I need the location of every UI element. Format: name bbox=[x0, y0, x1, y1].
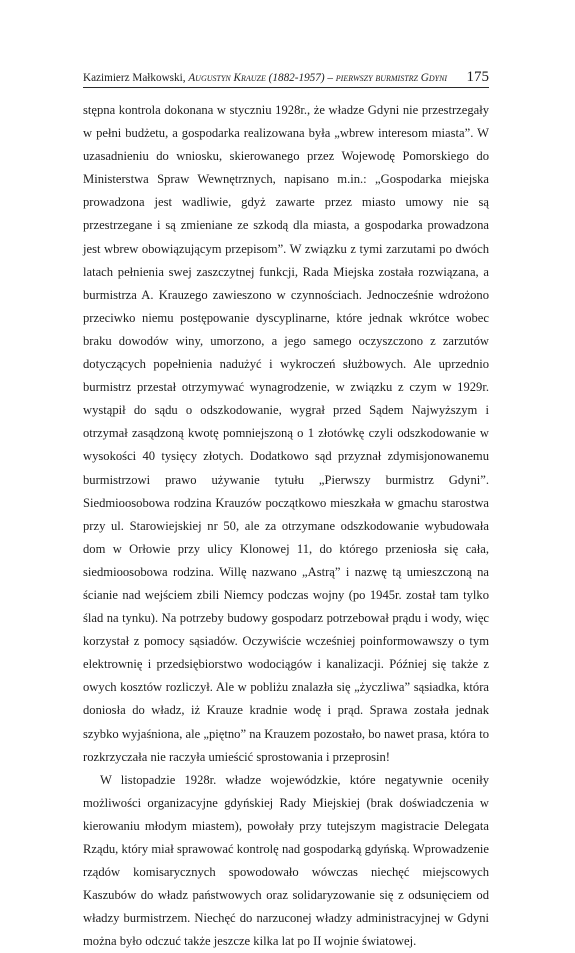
header-author: Kazimierz Małkowski, bbox=[83, 72, 186, 84]
header-citation bbox=[83, 71, 447, 85]
page-number: 175 bbox=[466, 69, 489, 85]
paragraph: stępna kontrola dokonana w styczniu 1928r., że władze Gdyni nie przestrzegały w pełni budżetu, a gospodarka realizowana była „wbrew interesom miasta”. W uzasadnieniu do wniosku, skierowanego przez Wojewodę Pomorskiego do Ministerstwa Spraw Wewnętrznych, napisano m.in.: „Gospodarka miejska prowadzona jest wadliwie, gdyż zawarte przez miasto umowy nie są przestrzegane i są zmieniane ze szkodą dla miasta, a gospodarka prowadzona jest wbrew obowiązującym przepisom”. W związku z tymi zarzutami po dwóch latach pełnienia swej zaszczytnej funkcji, Rada Miejska została rozwiązana, a burmistrza A. Krauzego zawieszono w czynnościach. Jednocześnie wdrożono przeciwko niemu postępowanie dyscyplinarne, które jednak wkrótce wobec braku dowodów winy, umorzono, a jego samego oczyszczono z zarzutów dotyczących popełnienia nadużyć i wykroczeń służbowych. Ale uprzednio burmistrz przestał otrzymywać wynagrodzenie, w związku z czym w 1929r. wystąpił do sądu o odszkodowanie, wygrał przed Sądem Najwyższym i otrzymał zasądzoną kwotę pomniejszoną o 1 złotówkę czyli odszkodowanie w wysokości 40 tysięcy złotych. Dodatkowo sąd przyznał zdymisjonowanemu burmistrzowi prawo używanie tytułu „Pierwszy burmistrz Gdyni”. Siedmioosobowa rodzina Krauzów początkowo mieszkała w gmachu starostwa przy ul. Starowiejskiej nr 50, ale za otrzymane odszkodowanie wybudowała dom w Orłowie przy ulicy Klonowej 11, do którego przeniosła się cała, siedmioosobowa rodzina. Willę nazwano „Astrą” i nazwę tą umieszczoną na ścianie nad wejściem zbili Niemcy podczas wojny (po 1945r. został tam tylko ślad na tynku). Na potrzeby budowy gospodarz potrzebował prądu i wody, więc korzystał z pomocy sąsiadów. Oczywiście wcześniej poinformowawszy o tym elektrownię i przedsiębiorstwo wodociągów i kanalizacji. Później się także z owych kosztów rozliczył. Ale w pobliżu znalazła się „życzliwa” sąsiadka, która doniosła do władz, iż Krauze kradnie wodę i prąd. Sprawa została jednak szybko wyjaśniona, ale „piętno” na Krauzem pozostało, bo nawet prasa, która to rozkrzyczała nie raczyła umieścić sprostowania i przeprosin! bbox=[83, 103, 489, 764]
running-header bbox=[83, 70, 489, 85]
paragraph: W listopadzie 1928r. władze wojewódzkie, które negatywnie oceniły możliwości organizacyjne gdyńskiej Rady Miejskiej (brak doświadczenia w kierowaniu młodym miastem), powołały przy tutejszym magistracie Delegata Rządu, który miał sprawować kontrolę nad gospodarką gdyńską. Wprowadzenie rządów komisarycznych spowodowało wówczas niechęć miejscowych Kaszubów do władz państwowych oraz solidaryzowanie się z odsunięciem od władzy burmistrzem. Niechęć do narzuconej władzy administracyjnej w Gdyni można było odczuć także jeszcze kilka lat po II wojnie światowej. bbox=[83, 772, 489, 949]
header-rule bbox=[83, 87, 489, 88]
body-text bbox=[83, 99, 489, 953]
header-article-title: Augustyn Krauze (1882-1957) – pierwszy burmistrz Gdyni bbox=[188, 72, 448, 84]
